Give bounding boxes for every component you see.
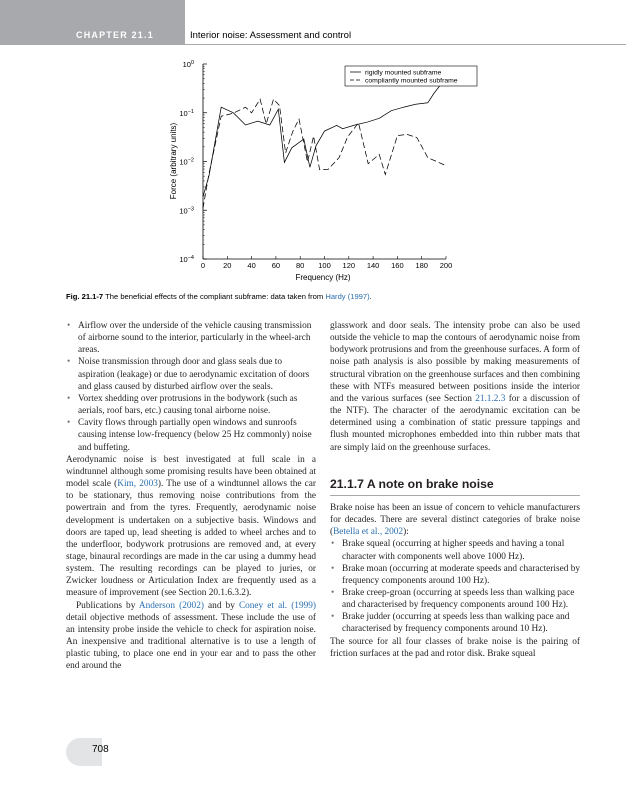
section-heading: 21.1.7 A note on brake noise [330,478,580,496]
list-item: • Brake judder (occurring at speeds less than walking pace and characterised by frequency components around 10 Hz). [330,611,580,635]
chart-series [203,78,446,208]
list-item: • Brake squeal (occurring at higher speeds and having a tonal character with components well above 1000 Hz). [330,538,580,562]
legend-label: rigidly mounted subframe [365,69,442,77]
aerodynamic-noise-list [66,320,316,454]
citation-hardy-1997[interactable]: Hardy (1997) [325,292,370,301]
right-column [330,320,580,660]
chart-legend [345,66,477,86]
y-tick-label: $10^{-2}$ [179,157,194,167]
paragraph: Aerodynamic noise is best investigated at full scale in a windtunnel although some promising results have been obtained at model scale (Kim, 2003). The use of a windtunnel allows the car to be stationary, thus removing noise contributions from the powertrain and from the tyres. Frequently, aerodynamic noise development is undertaken on a subjective basis. Windows and doors are taped up, lead sheeting is added to wheel arches and to the underfloor, bodywork protrusions are removed and, at every stage, binaural recordings are made in the car using a dummy head system. The resulting recordings can be played to juries, or Zwicker loudness or Articulation Index are frequently used as a measure of improvement (see Section 20.1.6.3.2). [66,454,316,599]
paragraph: The source for all four classes of brake noise is the pairing of friction surfaces at the pad and rotor disk. Brake squeal [330,636,580,659]
figure-label: Fig. 21.1-7 [66,292,104,301]
list-item: • Vortex shedding over protrusions in the bodywork (such as aerials, roof bars, etc.) causing tonal airborne noise. [66,393,316,417]
citation-kim-2003[interactable]: Kim, 2003 [117,479,158,490]
list-item: • Airflow over the underside of the vehicle causing transmission of airborne sound to the interior, particularly in the wheel-arch areas. [66,320,316,356]
x-axis-label: Frequency (Hz) [295,273,351,282]
list-item: • Brake creep-groan (occurring at speeds less than walking pace and characterised by frequency components around 100 Hz). [330,587,580,611]
section-link-21-1-2-3[interactable]: 21.1.2.3 [475,393,506,404]
citation-anderson-2002[interactable]: Anderson (2002) [138,600,204,611]
x-tick-label: 180 [415,261,428,270]
figure-caption-text: The beneficial effects of the compliant subframe: data taken from [105,292,324,301]
brake-noise-list [330,538,580,635]
left-column [66,320,316,673]
x-tick-label: 0 [200,261,206,270]
force-frequency-chart [0,0,626,300]
paragraph: glasswork and door seals. The intensity probe can also be used outside the vehicle to map the contours of aerodynamic noise from bodywork protrusions and from the greenhouse surfaces. A form of noise path analysis is also possible by making measurements of structural vibration on the greenhouse surfaces and then combining these with NTFs measured between positions inside the interior and the various surfaces (see Section 21.1.2.3 for a discussion of the NTF). The character of the aerodynamic excitation can be determined using a combination of static pressure tappings and flush mounted microphones embedded into thin rubber mats that are simply laid on the greenhouse surfaces. [330,321,581,453]
x-tick-label: 200 [439,261,453,270]
y-tick-label: $10^0$ [182,60,194,69]
x-tick-label: 20 [223,261,232,270]
y-tick-label: $10^{-1}$ [179,108,194,118]
paragraph: Brake noise has been an issue of concern to vehicle manufacturers for decades. There are several distinct categories of brake noise (Betella et al., 2002): [330,502,580,538]
x-tick-label: 40 [247,261,256,270]
list-item: • Cavity flows through partially open windows and sunroofs causing intense low-frequency (below 25 Hz commonly) noise and buffeting. [66,417,316,453]
x-tick-label: 60 [271,261,281,270]
legend-label: compliantly mounted subframe [365,77,458,85]
citation-betella-2002[interactable]: Betella et al., 2002 [333,527,404,538]
y-tick-label: $10^{-3}$ [179,206,194,216]
x-tick-label: 140 [366,261,380,270]
figure-caption-tail: . [369,292,372,301]
chart-axes [179,60,452,270]
x-tick-label: 160 [391,261,404,270]
y-tick-label: $10^{-4}$ [179,255,194,264]
figure-caption [66,292,372,301]
x-tick-label: 80 [296,261,305,270]
chapter-label: CHAPTER 21.1 [76,30,154,40]
y-axis-label: Force (arbitrary units) [169,122,178,200]
series-line-compliant [203,99,446,208]
list-item: • Noise transmission through door and glass seals due to aspiration (leakage) or due to aerodynamic excitation of doors and glass caused by disturbed airflow over the seals. [66,356,316,392]
citation-coney-1999[interactable]: Coney et al. (1999) [238,600,316,611]
chapter-title: Interior noise: Assessment and control [190,30,352,41]
list-item: • Brake moan (occurring at moderate speeds and characterised by frequency components around 100 Hz). [330,563,580,587]
series-line-rigid [203,78,446,197]
paragraph: Publications by Anderson (2002) and by Coney et al. (1999) detail objective methods of assessment. These include the use of an intensity probe inside the vehicle to check for aspiration noise. An inexpensive and traditional alternative is to use a length of plastic tubing, to place one end in your ear and to pass the other end around the [66,600,316,672]
x-tick-label: 100 [318,261,331,270]
page-number: 708 [92,744,109,755]
x-tick-label: 120 [342,261,356,270]
